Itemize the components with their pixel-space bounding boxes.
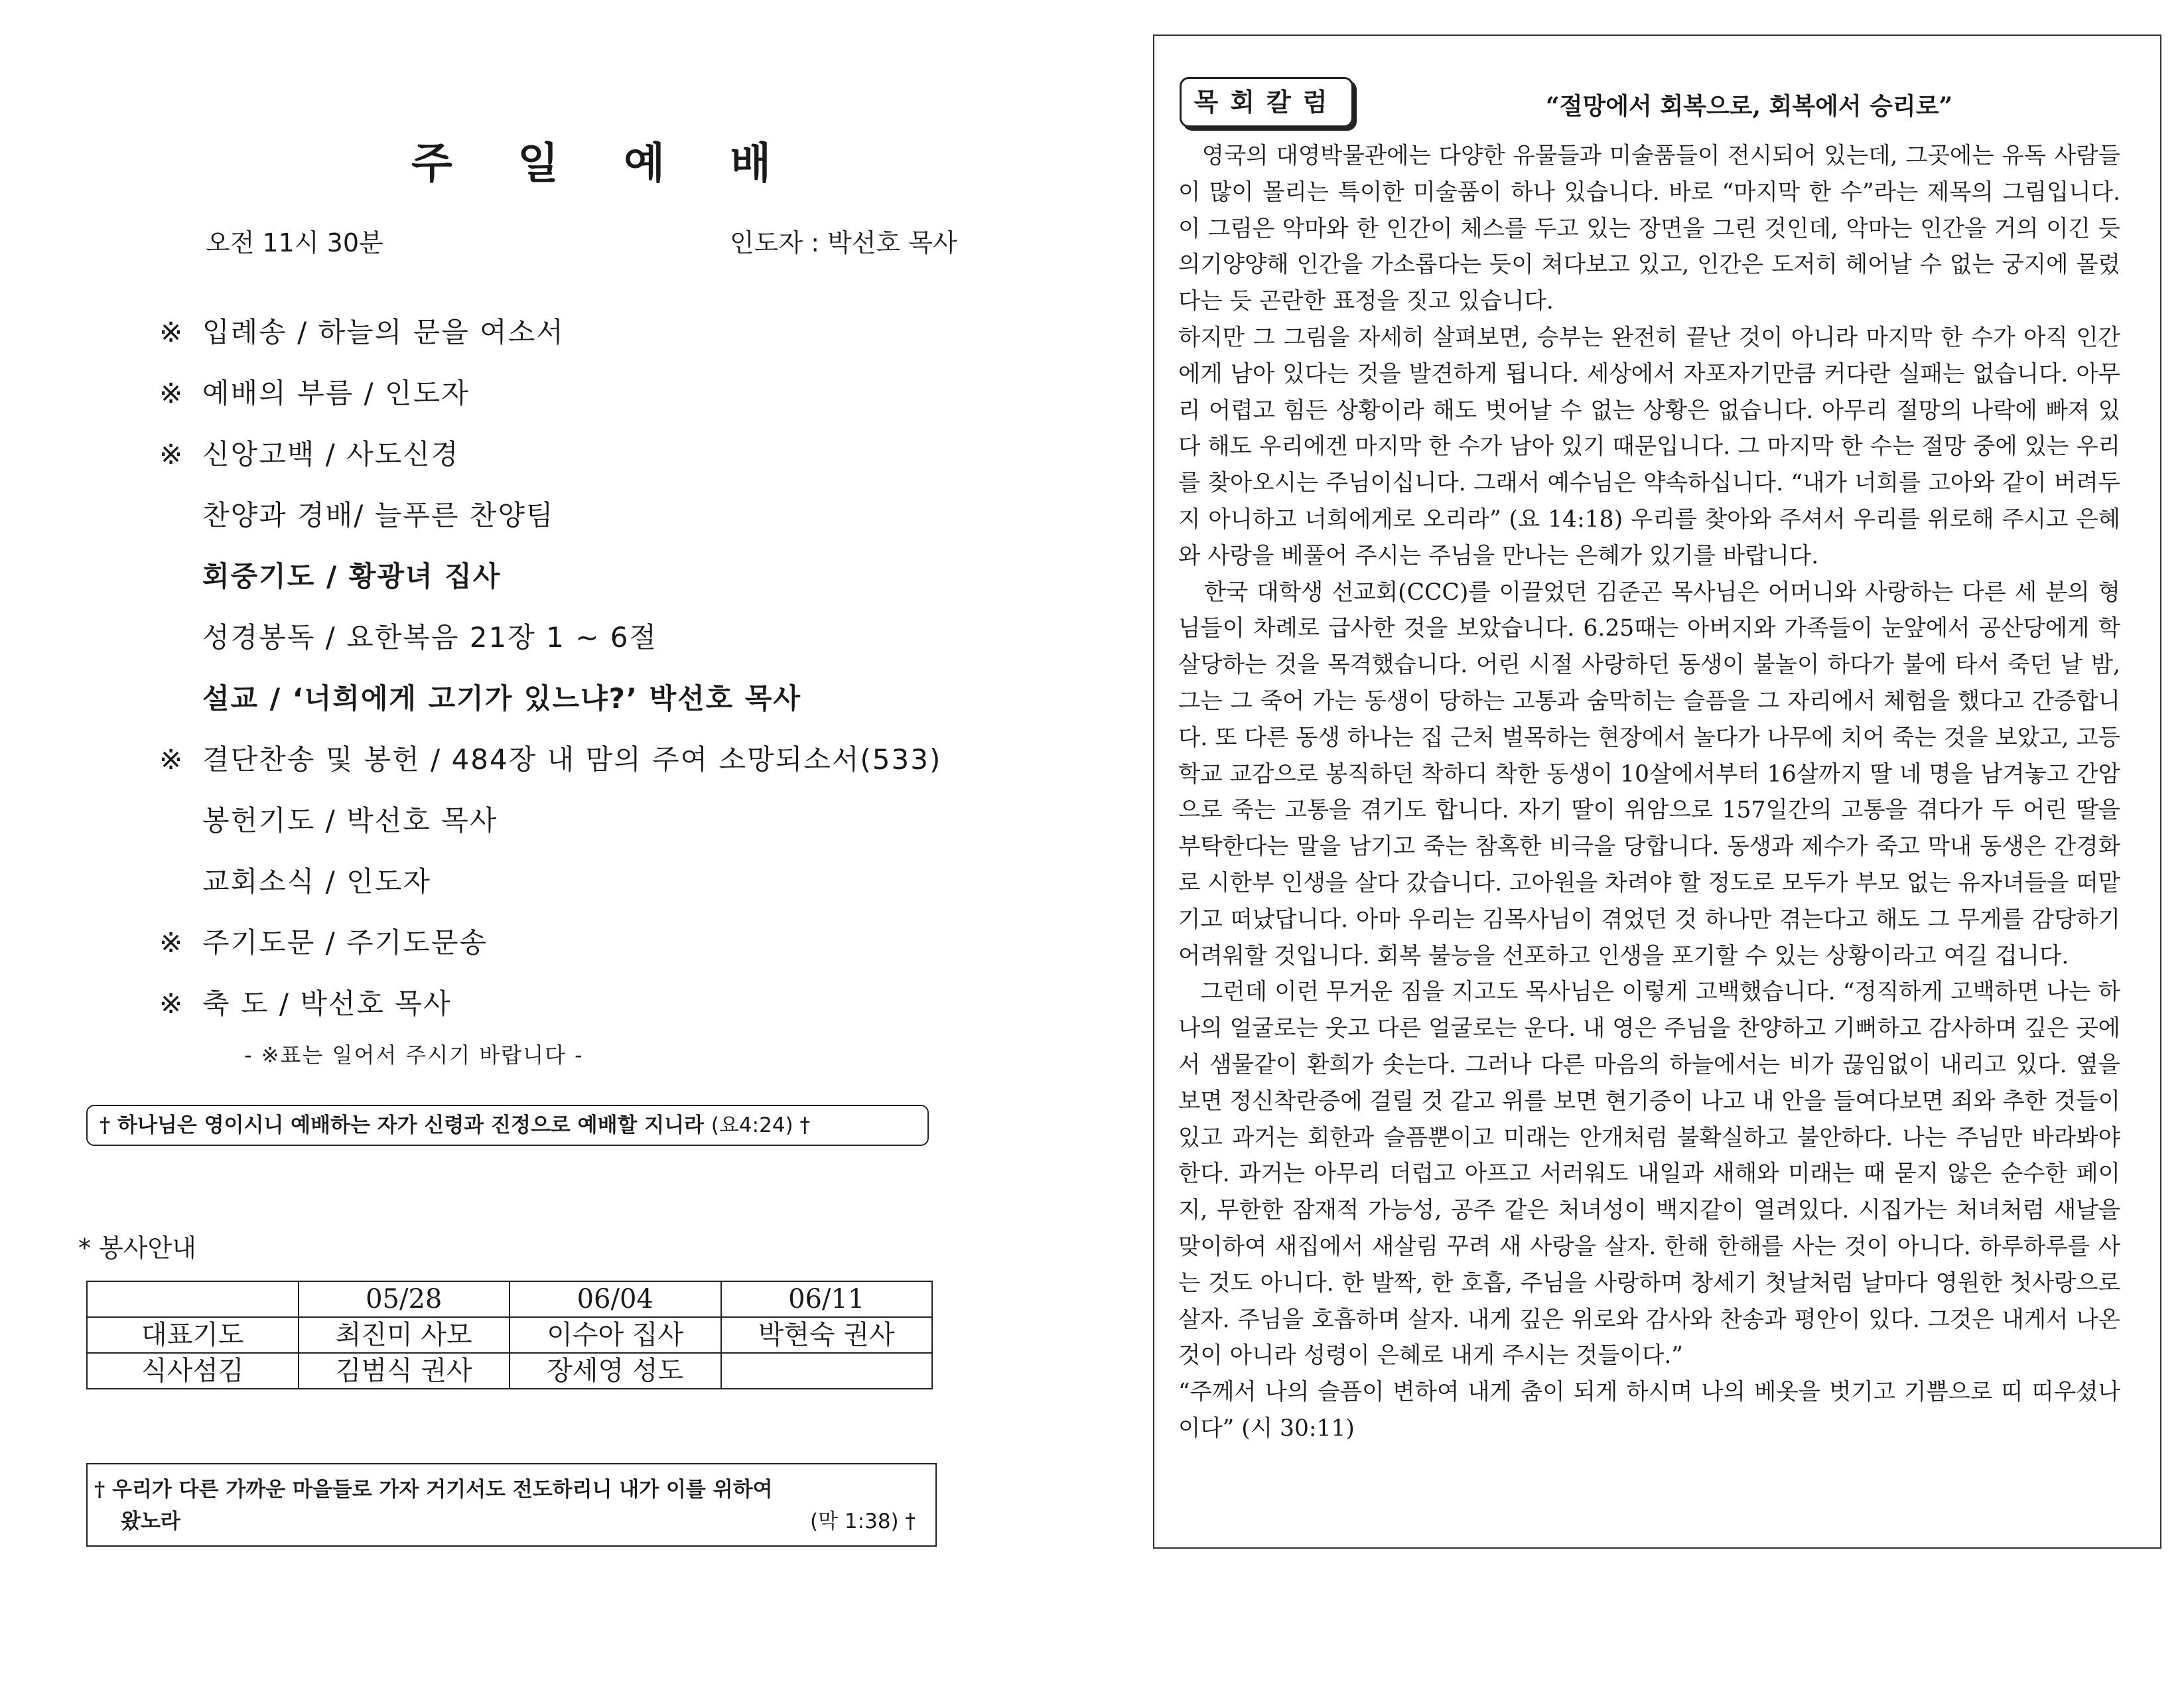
header-cell: 06/04 (510, 1281, 721, 1317)
table-cell: 이수아 집사 (510, 1317, 721, 1353)
order-item-text: 신앙고백 / 사도신경 (202, 438, 460, 470)
order-item-text: 축 도 / 박선호 목사 (202, 987, 452, 1020)
order-item (159, 424, 1022, 485)
table-cell (721, 1353, 933, 1389)
table-cell: 박현숙 권사 (721, 1317, 933, 1353)
standing-mark: ※ (159, 377, 184, 409)
standing-note: - ※표는 일어서 주시기 바랍니다 - (244, 1042, 584, 1068)
order-item-text: 결단찬송 및 봉헌 / 484장 내 맘의 주여 소망되소서(533) (202, 743, 942, 776)
verse-bottom-ref: (막 1:38) † (810, 1510, 916, 1533)
standing-mark: ※ (159, 926, 184, 959)
order-item (159, 668, 1022, 729)
order-item-text: 설교 / ‘너희에게 고기가 있느냐?’ 박선호 목사 (202, 682, 802, 715)
verse-box-bottom (86, 1463, 937, 1547)
column-paragraph: 하지만 그 그림을 자세히 살펴보면, 승부는 완전히 끝난 것이 아니라 마지막 한 수가 아직 인간에게 남아 있다는 것을 발견하게 됩니다. 세상에서 자포자기만큼 커다란 실패는 없습니다. 아무리 어렵고 힘든 상황이라 해도 벗어날 수 없는 상황은 없습니다. 아무리 절망의 나락에 빠져 있다 해도 우리에겐 마지막 한 수가 남아 있기 때문입니다. 그 마지막 한 수는 절망 중에 있는 우리를 찾아오시는 주님이십니다. 그래서 예수님은 약속하십니다. “내가 너희를 고아와 같이 버려두지 아니하고 너희에게로 오리라” (요 14:18) 우리를 찾아와 주셔서 우리를 위로해 주시고 은혜와 사랑을 베풀어 주시는 주님을 만나는 은혜가 있기를 바랍니다. (1178, 324, 2120, 569)
order-item (159, 912, 1022, 973)
service-table (86, 1281, 933, 1389)
verse-bottom-line2: 왔노라 (121, 1510, 180, 1533)
table-cell: 장세영 성도 (510, 1353, 721, 1389)
standing-mark: ※ (159, 438, 184, 470)
order-item (159, 973, 1022, 1034)
order-item (159, 546, 1022, 607)
standing-mark: ※ (159, 743, 184, 776)
table-row (87, 1353, 932, 1389)
order-item-text: 주기도문 / 주기도문송 (202, 926, 488, 959)
order-item-text: 교회소식 / 인도자 (202, 865, 431, 898)
order-item-text: 찬양과 경배/ 늘푸른 찬양팀 (202, 499, 555, 531)
order-item-text: 입례송 / 하늘의 문을 여소서 (202, 316, 565, 348)
standing-mark: ※ (159, 316, 184, 348)
service-table-header (87, 1281, 932, 1317)
verse-top-ref: (요4:24) † (711, 1113, 810, 1137)
order-item-text: 봉헌기도 / 박선호 목사 (202, 804, 498, 837)
column-title: “절망에서 회복으로, 회복에서 승리로” (1546, 92, 1953, 120)
verse-top-text: † 하나님은 영이시니 예배하는 자가 신령과 진정으로 예배할 지니라 (100, 1113, 705, 1137)
service-guide-title: * 봉사안내 (78, 1234, 196, 1263)
column-badge: 목회칼럼 (1180, 77, 1353, 127)
header-cell: 06/11 (721, 1281, 933, 1317)
column-paragraph: 한국 대학생 선교회(CCC)를 이끌었던 김준곤 목사님은 어머니와 사랑하는 다른 세 분의 형님들이 차례로 급사한 것을 보았습니다. 6.25때는 아버지와 가족들이 눈앞에서 공산당에게 학살당하는 것을 목격했습니다. 어린 시절 사랑하던 동생이 불놀이 하다가 불에 타서 죽던 날 밤, 그는 그 죽어 가는 동생이 당하는 고통과 숨막히는 슬픔을 그 자리에서 체험을 했다고 간증합니다. 또 다른 동생 하나는 집 근처 벌목하는 현장에서 놀다가 나무에 치어 죽는 것을 보았고, 고등학교 교감으로 봉직하던 착하디 착한 동생이 10살에서부터 16살까지 딸 네 명을 남겨놓고 간암으로 죽는 고통을 겪기도 합니다. 자기 딸이 위암으로 157일간의 고통을 겪다가 두 어린 딸을 부탁한다는 말을 남기고 죽는 참혹한 비극을 당합니다. 동생과 제수가 죽고 막내 동생은 간경화로 시한부 인생을 살다 갔습니다. 고아원을 차려야 할 정도로 모두가 부모 없는 유자녀들을 떠맡기고 떠났답니다. 아마 우리는 김목사님이 겪었던 것 하나만 겪는다고 해도 그 무게를 감당하기 어려워할 것입니다. 회복 불능을 선포하고 인생을 포기할 수 있는 상황이라고 여길 겁니다. (1178, 579, 2120, 969)
standing-mark: ※ (159, 987, 184, 1020)
header-cell: 05/28 (299, 1281, 510, 1317)
bulletin-title: 주 일 예 배 (411, 139, 797, 188)
table-cell: 김범식 권사 (299, 1353, 510, 1389)
table-cell: 최진미 사모 (299, 1317, 510, 1353)
order-item-text: 성경봉독 / 요한복음 21장 1 ~ 6절 (202, 621, 658, 654)
column-paragraph: 그런데 이런 무거운 짐을 지고도 목사님은 이렇게 고백했습니다. “정직하게 고백하면 나는 하나의 얼굴로는 웃고 다른 얼굴로는 운다. 내 영은 주님을 찬양하고 기뻐하고 감사하며 깊은 곳에서 샘물같이 환희가 솟는다. 그러나 다른 마음의 하늘에서는 비가 끊임없이 내리고 있다. 옆을 보면 정신착란증에 걸릴 것 같고 위를 보면 현기증이 나고 내 안을 들여다보면 죄와 추한 것들이 있고 과거는 회한과 슬픔뿐이고 미래는 안개처럼 불확실하고 불안하다. 나는 주님만 바라봐야 한다. 과거는 아무리 더럽고 아프고 서러워도 내일과 새해와 미래는 때 묻지 않은 순수한 페이지, 무한한 잠재적 가능성, 공주 같은 처녀성이 백지같이 열려있다. 시집가는 처녀처럼 새날을 맞이하여 새집에서 새살림 꾸려 새 사랑을 살자. 한해 한해를 사는 것이 아니다. 하루하루를 사는 것도 아니다. 한 발짝, 한 호흡, 주님을 사랑하며 창세기 첫날처럼 날마다 영원한 첫사랑으로 살자. 주님을 호흡하며 살자. 내게 깊은 위로와 감사와 찬송과 평안이 있다. 그것은 내게서 나온 것이 아니라 성령이 은혜로 내게 주시는 것들이다.” (1178, 979, 2120, 1370)
table-cell: 대표기도 (87, 1317, 299, 1353)
verse-box-top (86, 1105, 929, 1146)
order-item-text: 회중기도 / 황광녀 집사 (202, 560, 502, 593)
order-item (159, 302, 1022, 363)
order-item (159, 607, 1022, 668)
column-body (1178, 138, 2120, 1447)
order-item (159, 363, 1022, 424)
order-item (159, 485, 1022, 546)
order-item (159, 729, 1022, 790)
column-paragraph: “주께서 나의 슬픔이 변하여 내게 춤이 되게 하시며 나의 베옷을 벗기고 기쁨으로 띠 띠우셨나이다” (시 30:11) (1178, 1379, 2120, 1442)
column-paragraph: 영국의 대영박물관에는 다양한 유물들과 미술품들이 전시되어 있는데, 그곳에는 유독 사람들이 많이 몰리는 특이한 미술품이 하나 있습니다. 바로 “마지막 한 수”라는 제목의 그림입니다. 이 그림은 악마와 한 인간이 체스를 두고 있는 장면을 그린 것인데, 악마는 인간을 거의 이긴 듯 의기양양해 인간을 가소롭다는 듯이 쳐다보고 있고, 인간은 도저히 헤어날 수 없는 궁지에 몰렸다는 듯 곤란한 표정을 짓고 있습니다. (1178, 143, 2120, 315)
order-item (159, 851, 1022, 912)
order-item-text: 예배의 부름 / 인도자 (202, 377, 470, 409)
table-row (87, 1317, 932, 1353)
header-cell (87, 1281, 299, 1317)
table-cell: 식사섬김 (87, 1353, 299, 1389)
order-item (159, 790, 1022, 851)
order-of-worship (159, 302, 1022, 1034)
verse-bottom-line1: † 우리가 다른 가까운 마을들로 가자 거기서도 전도하리니 내가 이를 위하여 (94, 1478, 773, 1502)
service-time: 오전 11시 30분 (206, 228, 383, 257)
service-leader: 인도자 : 박선호 목사 (730, 228, 957, 257)
